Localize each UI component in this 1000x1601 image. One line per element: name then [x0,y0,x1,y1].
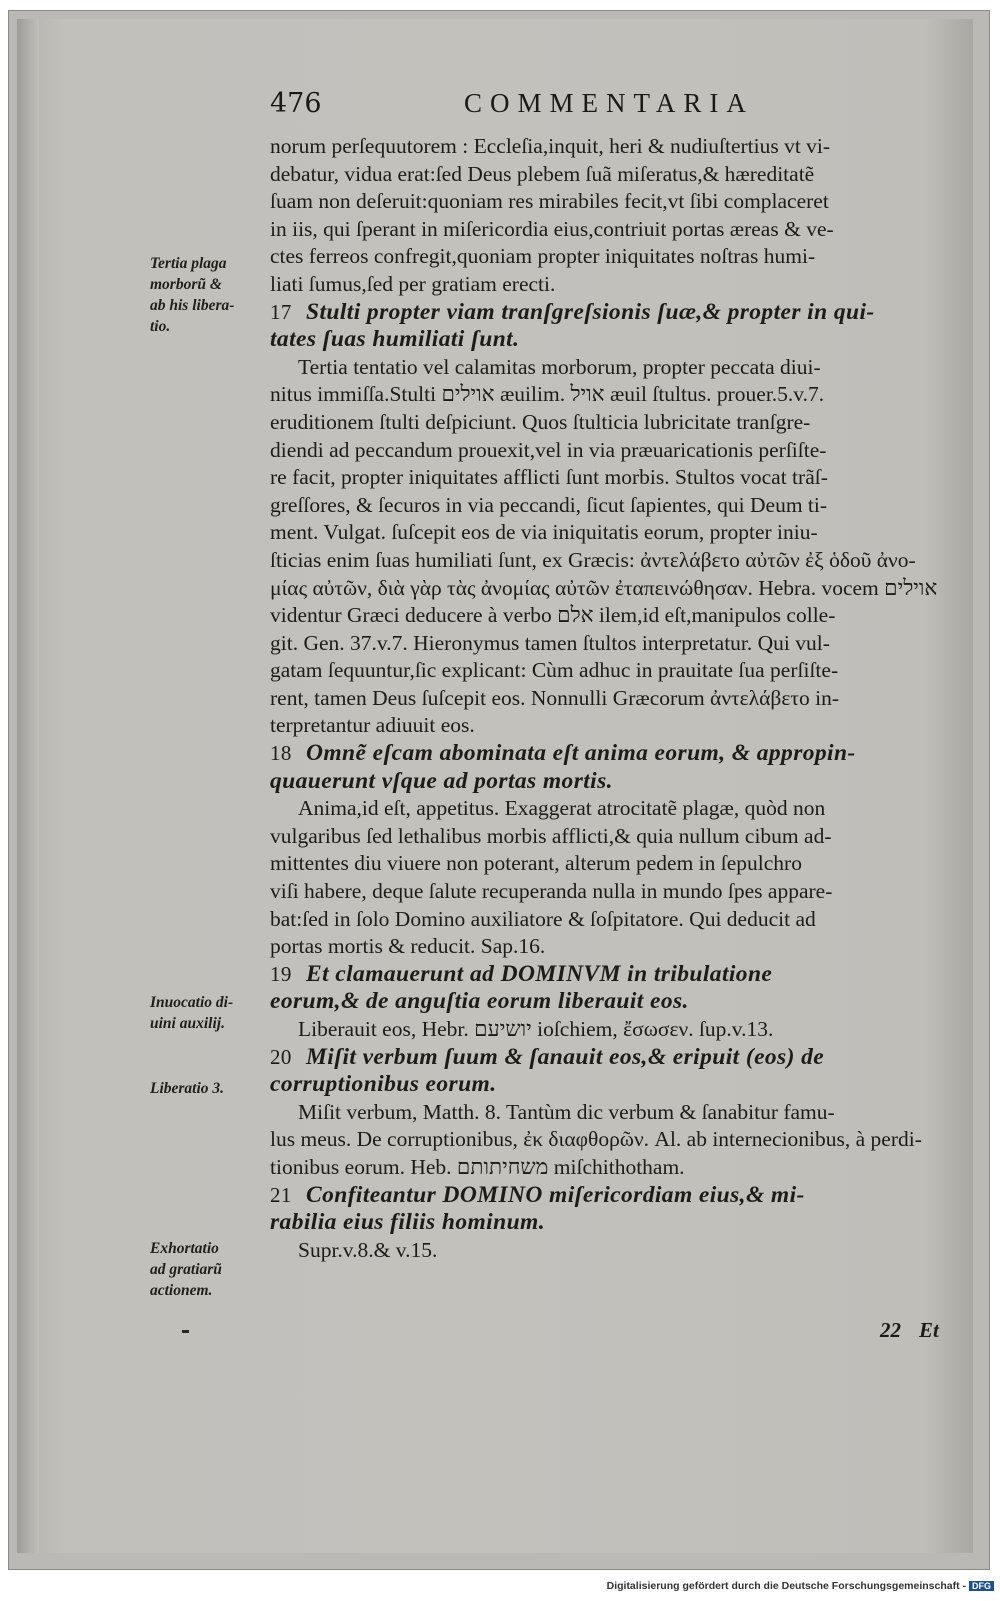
verse-line [270,299,960,327]
main-text [270,133,960,1264]
line-text: lus meus. De corruptionibus, ἐκ διαφθορῶν. Al. ab internecionibus, à perdi- [270,1127,922,1152]
verse-line [270,961,960,989]
footer-text: Digitalisierung gefördert durch die Deutsche Forschungsgemeinschaft - [606,1580,966,1592]
running-head: COMMENTARIA [464,88,754,118]
line-text: Miſit verbum, Matth. 8. Tantùm dic verbum & ſanabitur famu- [298,1099,835,1124]
line-text: tionibus eorum. Heb. משחיתותם miſchithotham. [270,1154,685,1179]
line-text: mittentes diu viuere non poterant, alterum pedem in ſepulchro [270,851,802,876]
line-text: vulgaribus ſed lethalibus morbis afflicti,& quia nullum cibum ad- [270,823,832,848]
commentary-line [270,850,960,878]
line-text: quauerunt vſque ad portas mortis. [270,767,613,794]
margin-note-line: ab his libera- [150,297,235,314]
line-text: rabilia eius filiis hominum. [270,1209,545,1236]
line-text: Stulti propter viam tranſgreſsionis ſuæ,& propter in qui- [306,298,875,325]
line-text: git. Gen. 37.v.7. Hieronymus tamen ſtultos interpretatur. Qui vul- [270,630,830,655]
verse-line [270,1044,960,1072]
line-text: portas mortis & reducit. Sap.16. [270,934,546,959]
line-text: videntur Græci deducere à verbo אלם ilem,id eſt,manipulos colle- [270,603,836,628]
line-text: debatur, vidua erat:ſed Deus plebem ſuã miſeratus,& hæreditatẽ [270,161,815,186]
line-text: Supr.v.8.& v.15. [298,1237,438,1262]
commentary-line [270,906,960,934]
margin-note-4 [150,1238,268,1301]
ink-mark [182,1330,189,1333]
verse-number: 20 [270,1044,292,1069]
page-number: 476 [270,88,322,119]
line-text: eruditionem ſtulti deſpiciunt. Quos ſtulticia lubricitate tranſgre- [270,409,811,434]
catchword-word: Et [919,1318,939,1342]
commentary-line [270,216,960,244]
verse-number: 17 [270,299,292,324]
margin-note-line: morborũ & [150,276,222,293]
commentary-line [270,271,960,299]
line-text: Tertia tentatio vel calamitas morborum, propter peccata diui- [298,354,821,379]
margin-note-line: uini auxilij. [150,1015,225,1032]
verse-line [270,1071,960,1099]
commentary-line [270,133,960,161]
line-text: liati ſumus,ſed per gratiam erecti. [270,271,556,296]
commentary-line [270,161,960,189]
commentary-line [270,685,960,713]
line-text: bat:ſed in ſolo Domino auxiliatore & ſoſpitatore. Qui deducit ad [270,906,816,931]
catchword-number: 22 [880,1318,901,1342]
commentary-line [270,795,960,823]
line-text: Confiteantur DOMINO miſericordiam eius,& mi- [306,1181,805,1208]
margin-note-1 [150,253,268,337]
commentary-line [270,437,960,465]
commentary-line [270,1099,960,1127]
line-text: gatam ſequuntur,ſic explicant: Cùm adhuc in prauitate ſua perſiſte- [270,658,839,683]
commentary-line [270,1016,960,1044]
line-text: Anima,id eſt, appetitus. Exaggerat atrocitatẽ plagæ, quòd non [298,796,826,821]
commentary-line [270,1126,960,1154]
line-text: tates ſuas humiliati ſunt. [270,326,520,353]
commentary-line [270,492,960,520]
commentary-line [270,547,960,575]
verse-line [270,326,960,354]
line-text: re facit, propter iniquitates afflicti ſunt morbis. Stultos vocat trãſ- [270,465,828,490]
line-text: ment. Vulgat. ſuſcepit eos de via iniquitatis eorum, propter iniu- [270,520,818,545]
commentary-line [270,243,960,271]
margin-note-line: actionem. [150,1282,213,1299]
verse-line [270,1182,960,1210]
line-text: ctes ferreos confregit,quoniam propter iniquitates noſtras humi- [270,244,816,269]
line-text: corruptionibus eorum. [270,1071,497,1098]
line-text: Miſit verbum ſuum & ſanauit eos,& eripuit (eos) de [306,1043,825,1070]
commentary-line [270,575,960,603]
margin-note-line: Tertia plaga [150,255,227,272]
line-text: Omnẽ eſcam abominata eſt anima eorum, & appropin- [306,740,856,767]
commentary-line [270,933,960,961]
line-text: ſuam non deſeruit:quoniam res mirabiles fecit,vt ſibi complaceret [270,189,829,214]
commentary-line [270,519,960,547]
line-text: eorum,& de anguſtia eorum liberauit eos. [270,988,689,1015]
verse-number: 19 [270,961,292,986]
margin-note-3 [150,1078,268,1099]
commentary-line [270,630,960,658]
line-text: Et clamauerunt ad DOMINVM in tribulatione [306,960,773,987]
margin-note-2 [150,992,268,1034]
commentary-line [270,354,960,382]
line-text: rent, tamen Deus ſuſcepit eos. Nonnulli Græcorum ἀντελάβετο in- [270,685,840,710]
verse-number: 21 [270,1182,292,1207]
margin-note-line: Liberatio 3. [150,1080,225,1097]
margin-note-line: tio. [150,318,171,335]
commentary-line [270,657,960,685]
line-text: nitus immiſſa.Stulti אוילים æuilim. אויל æuil ſtultus. prouer.5.v.7. [270,382,825,407]
commentary-line [270,602,960,630]
verse-line [270,740,960,768]
verse-line [270,988,960,1016]
verse-number: 18 [270,741,292,766]
margin-note-line: Inuocatio di- [150,994,234,1011]
line-text: μίας αὐτῶν, διὰ γὰρ τὰς ἀνομίας αὐτῶν ἐταπεινώθησαν. Hebra. vocem אוילים [270,575,938,600]
commentary-line [270,712,960,740]
line-text: ſticias enim ſuas humiliati ſunt, ex Græcis: ἀντελάβετο αὐτῶν ἐξ ὁδοῦ ἀνο- [270,547,916,572]
line-text: diendi ad peccandum prouexit,vel in via præuaricationis perſiſte- [270,437,827,462]
commentary-line [270,878,960,906]
commentary-line [270,823,960,851]
line-text: in iis, qui ſperant in miſericordia eius,contriuit portas æreas & ve- [270,216,834,241]
dfg-logo: DFG [969,1581,994,1591]
line-text: norum perſequutorem : Eccleſia,inquit, heri & nudiuſtertius vt vi- [270,134,831,158]
commentary-line [270,464,960,492]
commentary-line [270,381,960,409]
line-text: viſi habere, deque ſalute recuperanda nulla in mundo ſpes appare- [270,879,833,904]
line-text: terpretantur adiuuit eos. [270,713,475,738]
line-text: Liberauit eos, Hebr. יושיעם ioſchiem, ἔσωσεν. ſup.v.13. [298,1017,774,1041]
commentary-line [270,1154,960,1182]
margin-note-line: Exhortatio [150,1240,219,1257]
commentary-line [270,188,960,216]
verse-line [270,1209,960,1237]
page-header [270,88,850,128]
margin-note-line: ad gratiarũ [150,1261,222,1278]
commentary-line [270,1237,960,1265]
commentary-line [270,409,960,437]
line-text: greſſores, & ſecuros in via peccandi, ſicut ſapientes, qui Deum ti- [270,492,828,517]
footer-credit [0,1580,994,1592]
catchword [880,1318,939,1343]
verse-line [270,768,960,796]
